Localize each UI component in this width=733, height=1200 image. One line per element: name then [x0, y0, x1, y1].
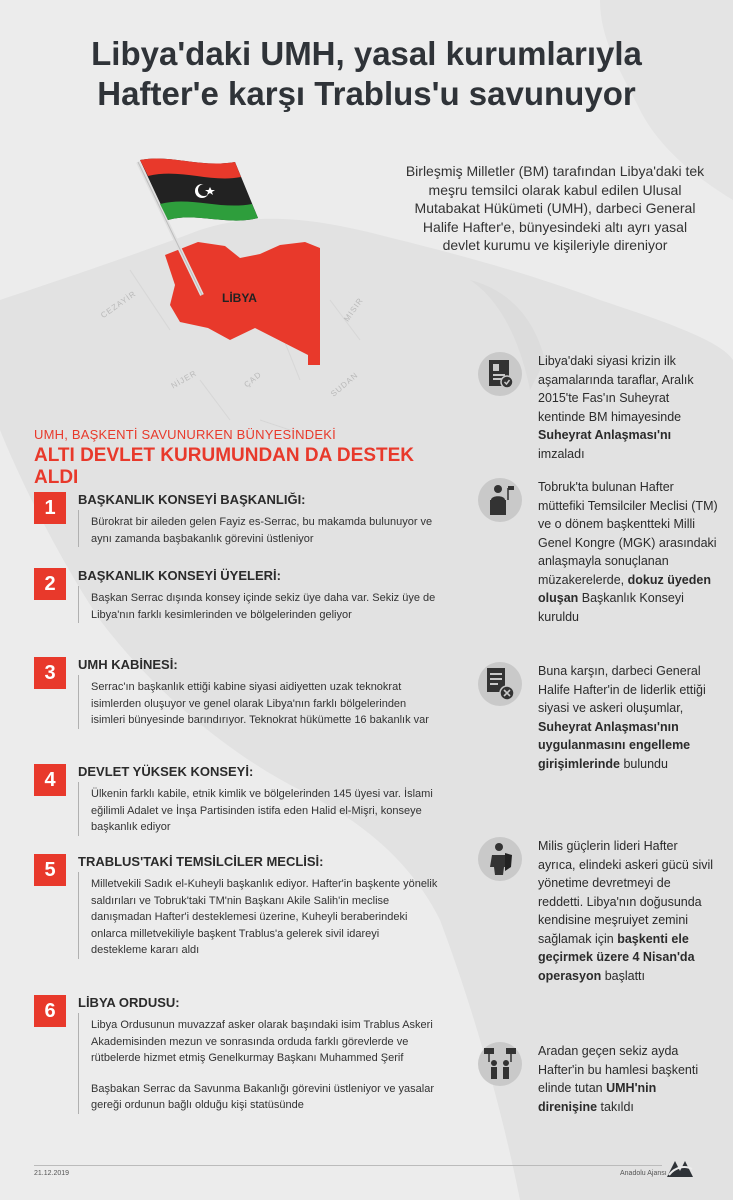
- body-text: imzaladı: [538, 446, 585, 461]
- body-text: Libya'daki siyasi krizin ilk aşamalarında taraflar, Aralık 2015'te Fas'ın Suheyrat kentinde BM himayesinde: [538, 354, 694, 424]
- item-text: Milletvekili Sadık el-Kuheyli başkanlık ediyor. Hafter'in başkente yönelik saldırıları ve Tobruk'taki TM'nin Başkanı Akile Salih'in meclise danışmadan Hafter'i desteklemesi üzerine, Kuheyli beraberindeki onlarca milletvekiliyle başkent Trablus'a gelerek sivil idareyi destekleme kararı aldı: [91, 878, 438, 956]
- item-title: DEVLET YÜKSEK KONSEYİ:: [78, 764, 254, 779]
- body-text: Başkanlık Konseyi kuruldu: [538, 591, 684, 624]
- timeline-text: [538, 662, 718, 773]
- emphasis-text: UMH'nin direnişine: [538, 1081, 657, 1114]
- footer-date: 21.12.2019: [34, 1170, 70, 1177]
- body-text: Aradan geçen sekiz ayda Hafter'in bu hamlesi başkenti elinde tutan: [538, 1044, 699, 1095]
- anadolu-agency-logo: [665, 1157, 695, 1179]
- footer-agency: Anadolu Ajansı: [620, 1170, 667, 1177]
- timeline-text: [538, 1042, 718, 1116]
- soldier-shield-icon: [478, 837, 522, 881]
- page-title: [0, 34, 733, 114]
- item-text: Serrac'ın başkanlık ettiği kabine siyasi aidiyetten uzak teknokrat isimlerden oluşuyor ve genel olarak Libya'nın farklı bölgelerinden isimleri bünyesinde barındırıyor. Teknokrat hükümette 16 bakanlık var: [91, 681, 429, 726]
- item-body: [78, 586, 438, 623]
- item-body: [78, 1013, 438, 1114]
- body-text: Milis güçlerin lideri Hafter ayrıca, elindeki askeri gücü sivil yönetime devretmeyi de reddetti. Libya'nın doğusunda kendisine meşruiyet zemini sağlamak için: [538, 839, 714, 946]
- item-title: LİBYA ORDUSU:: [78, 995, 180, 1010]
- item-number: 2: [34, 568, 66, 600]
- chad-label: ÇAD: [242, 369, 264, 390]
- title-line-1: Libya'daki UMH, yasal kurumlarıyla: [91, 35, 642, 72]
- emphasis-text: Suheyrat Anlaşması'nın uygulanmasını engelleme girişimlerinde: [538, 719, 691, 771]
- emphasis-text: başkenti ele geçirmek üzere 4 Nisan'da operasyon: [538, 931, 695, 983]
- section-heading: [34, 427, 454, 489]
- item-body: [78, 782, 438, 836]
- intro-paragraph: Birleşmiş Milletler (BM) tarafından Libya'daki tek meşru temsilci olarak kabul edilen Ulusal Mutabakat Hükümeti (UMH), darbeci General Halife Hafter'e, bünyesindeki altı ayrı yasal devlet kurumu ve kişileriyle direniyor: [405, 163, 705, 253]
- item-number: 3: [34, 657, 66, 689]
- item-body: [78, 510, 438, 547]
- item-title: TRABLUS'TAKİ TEMSİLCİLER MECLİSİ:: [78, 854, 324, 869]
- item-text: Başkan Serrac dışında konsey içinde sekiz üye daha var. Sekiz üye de Libya'nın farklı kesimlerinden ve bölgelerinden geliyor: [91, 592, 436, 621]
- protesters-icon: [478, 1042, 522, 1086]
- egypt-label: MISIR: [342, 295, 366, 324]
- timeline-text: [538, 478, 718, 626]
- item-text: Ülkenin farklı kabile, etnik kimlik ve bölgelerinden 145 üyesi var. İslami eğilimli Adalet ve İnşa Partisinden istifa eden Halid el-Mişri, konseye başkanlık ediyor: [91, 788, 433, 833]
- libya-map-illustration: [120, 150, 340, 380]
- document-cancel-icon: [478, 662, 522, 706]
- item-title: UMH KABİNESİ:: [78, 657, 178, 672]
- document-agreement-icon: [478, 352, 522, 396]
- item-text: Libya Ordusunun muvazzaf asker olarak başındaki isim Trablus Askeri Akademisinden mezun ve sonrasında orduda farklı görevlerde ve rütbelerde hizmet etmiş Genelkurmay Başkanı Muhammed Şerif: [91, 1019, 433, 1064]
- body-text: bulundu: [619, 756, 668, 771]
- item-number: 6: [34, 995, 66, 1027]
- item-text: Bürokrat bir aileden gelen Fayiz es-Serrac, bu makamda bulunuyor ve aynı zamanda başbakanlık görevini üstleniyor: [91, 516, 433, 545]
- item-body: [78, 675, 438, 729]
- item-title: BAŞKANLIK KONSEYİ ÜYELERİ:: [78, 568, 281, 583]
- niger-label: NİJER: [169, 368, 199, 391]
- body-text: Tobruk'ta bulunan Hafter müttefiki Temsilciler Meclisi (TM) ve o dönem başkentteki Milli Genel Kongre (MGK) arasındaki anlaşmayla sonuçlanan müzakerelerde,: [538, 480, 718, 587]
- item-number: 5: [34, 854, 66, 886]
- body-text: Buna karşın, darbeci General Halife Hafter'in de liderlik ettiği siyasi ve askeri oluşumlar,: [538, 664, 706, 715]
- section-subtitle: UMH, BAŞKENTİ SAVUNURKEN BÜNYESİNDEKİ: [34, 427, 336, 442]
- podium-speaker-icon: [478, 478, 522, 522]
- item-number: 1: [34, 492, 66, 524]
- item-title: BAŞKANLIK KONSEYİ BAŞKANLIĞI:: [78, 492, 306, 507]
- item-text: Başbakan Serrac da Savunma Bakanlığı görevini üstleniyor ve yasalar gereği ordunun bağlı olduğu kişi statüsünde: [91, 1082, 435, 1111]
- item-number: 4: [34, 764, 66, 796]
- footer-divider: [34, 1165, 662, 1166]
- item-body: [78, 872, 438, 959]
- title-line-2: Hafter'e karşı Trablus'u savunuyor: [97, 75, 636, 112]
- body-text: takıldı: [597, 1099, 634, 1114]
- timeline-text: [538, 352, 718, 463]
- section-headline: ALTI DEVLET KURUMUNDAN DA DESTEK ALDI: [34, 445, 414, 488]
- timeline-text: [538, 837, 718, 985]
- sudan-label: SUDAN: [328, 370, 361, 399]
- emphasis-text: Suheyrat Anlaşması'nı: [538, 428, 672, 442]
- emphasis-text: dokuz üyeden oluşan: [538, 572, 711, 605]
- libya-flag: [140, 158, 258, 220]
- algeria-label: CEZAYİR: [99, 289, 138, 320]
- body-text: başlattı: [601, 968, 645, 983]
- libya-label: LİBYA: [222, 291, 257, 305]
